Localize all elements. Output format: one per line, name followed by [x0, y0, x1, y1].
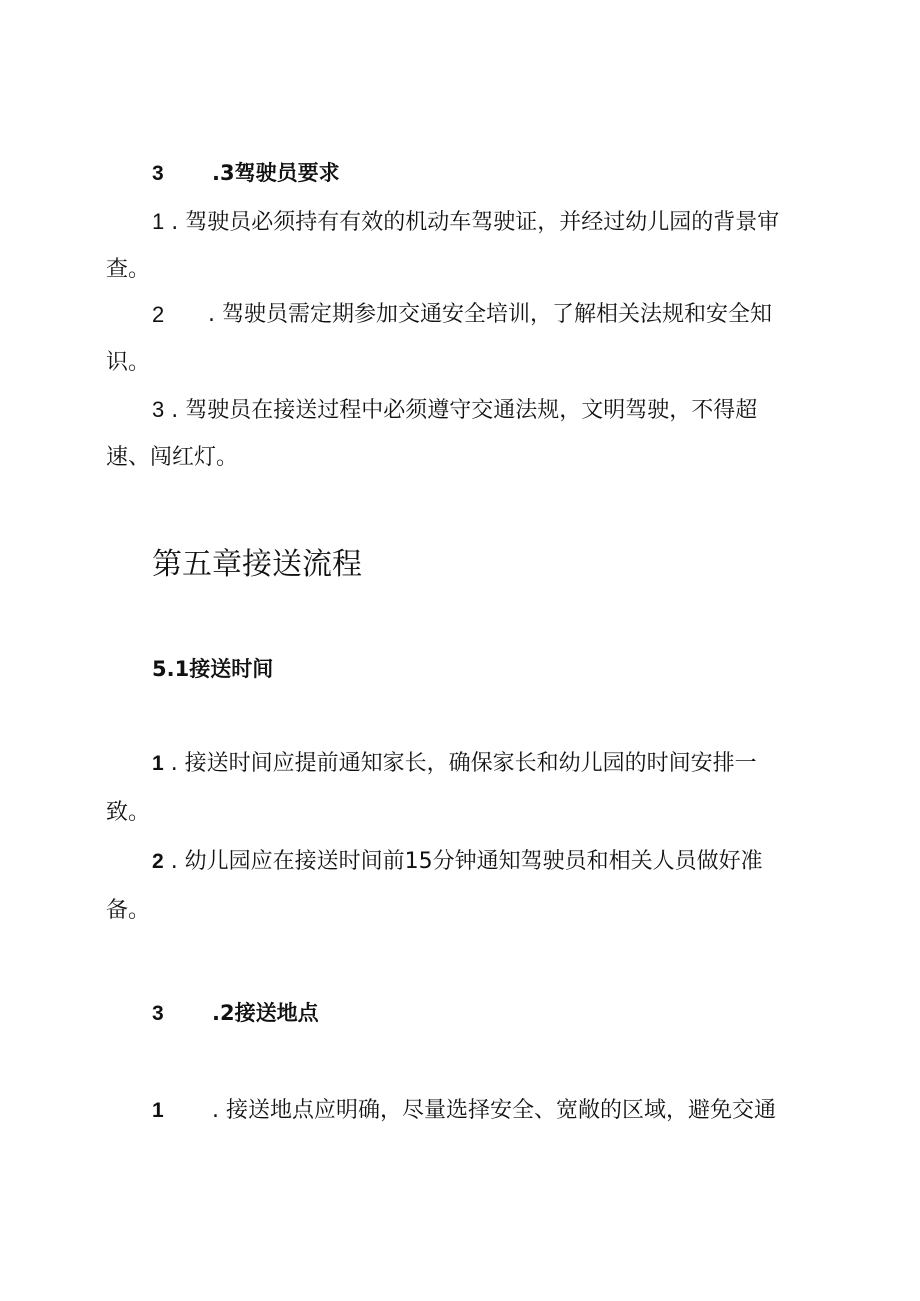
section-title: .3驾驶员要求 [212, 161, 340, 185]
item-text: . 接送地点应明确，尽量选择安全、宽敞的区域，避免交通 [212, 1098, 776, 1123]
item-text: . 幼儿园应在接送时间前15分钟通知驾驶员和相关人员做好准 [170, 849, 763, 874]
list-item [152, 751, 757, 777]
item-text: . 接送时间应提前通知家长，确保家长和幼儿园的时间安排一 [170, 751, 757, 776]
section-number: 3 [152, 162, 164, 185]
item-text: . 驾驶员在接送过程中必须遵守交通法规，文明驾驶，不得超 [171, 398, 758, 423]
section-number: 3 [152, 1002, 164, 1025]
item-text: . 驾驶员必须持有有效的机动车驾驶证，并经过幼儿园的背景审 [171, 210, 780, 235]
item-number: 1 [152, 209, 165, 234]
item-text: . 驾驶员需定期参加交通安全培训，了解相关法规和安全知 [208, 302, 772, 327]
list-item [152, 209, 779, 236]
list-item [152, 1098, 776, 1124]
section-5-1-heading: 5.1接送时间 [152, 657, 274, 681]
item-continuation: 识。 [106, 350, 151, 375]
item-number: 2 [152, 850, 164, 873]
list-item [152, 302, 772, 329]
item-number: 1 [152, 1099, 164, 1122]
item-continuation: 查。 [106, 257, 151, 282]
item-continuation: 备。 [106, 898, 151, 923]
list-item [152, 397, 757, 424]
item-continuation: 致。 [106, 800, 151, 825]
section-5-2-heading [152, 1001, 319, 1026]
item-number: 2 [152, 302, 165, 327]
item-continuation: 速、闯红灯。 [106, 445, 239, 470]
item-number: 1 [152, 752, 164, 775]
section-4-3-heading [152, 161, 340, 186]
item-number: 3 [152, 397, 165, 422]
list-item [152, 849, 763, 875]
chapter-title: 第五章接送流程 [152, 547, 362, 582]
section-title: .2接送地点 [212, 1001, 319, 1025]
